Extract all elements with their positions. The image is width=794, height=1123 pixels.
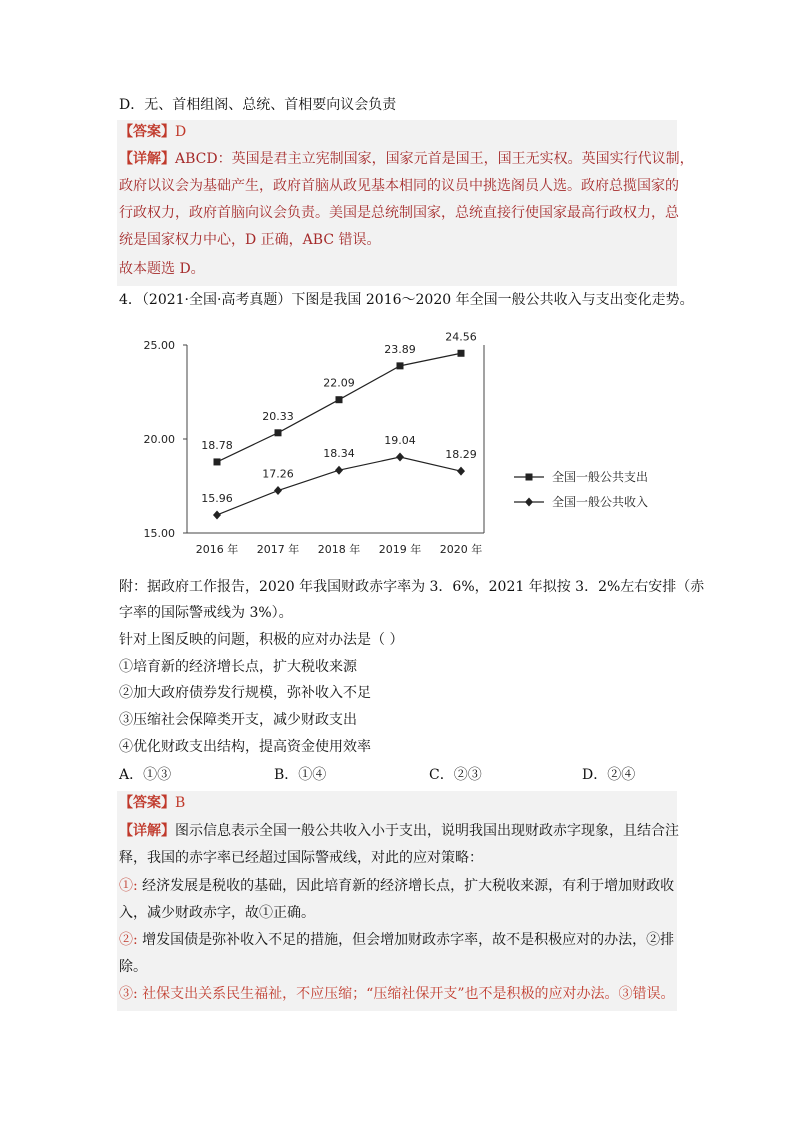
data-point [396, 453, 404, 462]
data-point [458, 350, 465, 357]
point-text: 经济发展是税收的基础，因此培育新的经济增长点，扩大税收来源，有利于增加财政收 [137, 878, 675, 894]
line-chart [119, 325, 679, 570]
conclusion-line: 故本题选 D。 [119, 261, 205, 277]
legend-marker [525, 498, 533, 507]
explain-line [119, 818, 679, 844]
x-tick-label: 2019 年 [378, 543, 422, 556]
data-point [397, 362, 404, 369]
data-point [457, 467, 465, 476]
note-line: 附：据政府工作报告，2020 年我国财政赤字率为 3．6%，2021 年拟按 3．2%左右安排（赤 [119, 579, 705, 595]
y-tick-label: 20.00 [143, 433, 175, 446]
data-label: 23.89 [384, 342, 416, 356]
answer-value: D [175, 124, 187, 140]
option-d: D．②④ [582, 767, 636, 783]
explain-text: ABCD：英国是君主立宪制国家，国家元首是国王，国王无实权。英国实行代议制， [175, 151, 694, 167]
statement-item: ④优化财政支出结构，提高资金使用效率 [119, 739, 371, 755]
explain-line: 释，我国的赤字率已经超过国际警戒线，对此的应对策略： [119, 850, 483, 866]
point-text: 增发国债是弥补收入不足的措施，但会增加财政赤字率，故不是积极应对的办法，②排 [137, 932, 675, 948]
statement-item: ②加大政府债券发行规模，弥补收入不足 [119, 685, 371, 701]
point-line [119, 981, 679, 1007]
chart-svg [119, 325, 679, 570]
data-label: 18.34 [323, 447, 355, 461]
explain-text: 图示信息表示全国一般公共收入小于支出，说明我国出现财政赤字现象，且结合注 [175, 823, 679, 839]
x-tick-label: 2016 年 [195, 543, 239, 556]
legend-marker [526, 474, 533, 481]
x-tick-label: 2020 年 [439, 543, 483, 556]
point-tag: ②: [119, 932, 138, 948]
point-line [119, 927, 679, 953]
data-point [275, 429, 282, 436]
data-label: 24.56 [445, 330, 477, 344]
point-tag: ①: [119, 878, 138, 894]
data-label: 20.33 [262, 409, 294, 423]
explain-line: 政府以议会为基础产生，政府首脑从政见基本相同的议员中挑选阁员人选。政府总揽国家的 [119, 178, 679, 194]
data-label: 18.29 [445, 448, 477, 462]
data-label: 15.96 [201, 491, 233, 505]
note-line: 字率的国际警戒线为 3%）。 [119, 605, 293, 621]
point-line [119, 873, 679, 899]
data-label: 19.04 [384, 434, 416, 448]
data-label: 18.78 [201, 438, 233, 452]
legend-label: 全国一般公共收入 [552, 495, 649, 509]
data-label: 22.09 [323, 376, 355, 390]
option-a: A．①③ [119, 767, 172, 783]
explain-line: 行政权力，政府首脑向议会负责。美国是总统制国家，总统直接行使国家最高行政权力，总 [119, 205, 679, 221]
explain-line [119, 146, 694, 172]
data-label: 17.26 [262, 467, 294, 481]
point-line [119, 954, 679, 980]
point-tag: ③: [119, 986, 138, 1002]
statement-item: ①培育新的经济增长点，扩大税收来源 [119, 659, 357, 675]
x-tick-label: 2017 年 [256, 543, 300, 556]
answer-options [119, 762, 679, 788]
question-stem: 4．（2021·全国·高考真题）下图是我国 2016～2020 年全国一般公共收入与支出变化走势。 [119, 292, 694, 308]
data-point [214, 458, 221, 465]
point-text: 社保支出关系民生福祉，不应压缩；“压缩社保开支”也不是积极的应对办法。③错误。 [137, 986, 675, 1002]
series-line [217, 353, 461, 462]
answer-line-prev [119, 119, 679, 145]
statement-item: ③压缩社会保障类开支，减少财政支出 [119, 712, 357, 728]
point-line [119, 900, 679, 926]
option-b: B．①④ [274, 767, 327, 783]
answer-tag: 【答案】 [119, 795, 175, 811]
data-point [274, 486, 282, 495]
point-text: 除。 [119, 959, 147, 975]
y-tick-label: 15.00 [143, 527, 175, 540]
x-tick-label: 2018 年 [317, 543, 361, 556]
point-text: 入，减少财政赤字，故①正确。 [119, 905, 315, 921]
data-point [213, 510, 221, 519]
y-tick-label: 25.00 [143, 339, 175, 352]
explain-tag: 【详解】 [119, 823, 175, 839]
question-ask: 针对上图反映的问题，积极的应对办法是（ ） [119, 632, 404, 648]
explain-line: 统是国家权力中心，D 正确，ABC 错误。 [119, 232, 381, 248]
option-c: C．②③ [429, 767, 482, 783]
answer-tag: 【答案】 [119, 124, 175, 140]
legend-label: 全国一般公共支出 [552, 470, 649, 484]
data-point [336, 396, 343, 403]
explain-tag: 【详解】 [119, 151, 175, 167]
option-d-text: D．无、首相组阁、总统、首相要向议会负责 [119, 97, 397, 113]
answer-value: B [175, 795, 186, 811]
data-point [335, 466, 343, 475]
answer-line-q4 [119, 790, 679, 816]
